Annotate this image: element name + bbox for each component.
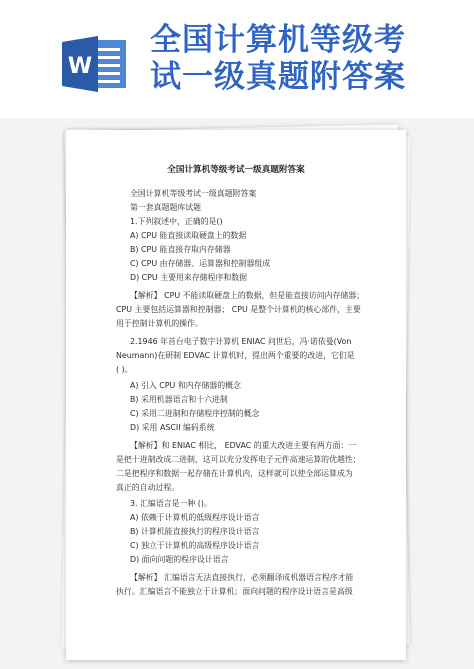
document-line: B) CPU 能直接存取内存储器 xyxy=(130,245,231,254)
document-line: D) 采用 ASCII 编码系统 xyxy=(130,423,215,432)
document-page xyxy=(66,130,406,660)
document-line: 真正的自动过程。 xyxy=(116,483,180,492)
document-line: 【解析】和 ENIAC 相比， EDVAC 的重大改进主要有两方面：一 xyxy=(130,441,357,450)
document-line: 【解析】 汇编语言无法直接执行，必须翻译成机器语言程序才能 xyxy=(130,573,354,582)
banner-title xyxy=(150,22,460,96)
banner xyxy=(0,0,474,118)
document-line: 是把十进制改成二进制，这可以充分发挥电子元件高速运算的优越性； xyxy=(116,455,361,464)
document-line: B) 计算机能直接执行的程序设计语言 xyxy=(130,527,260,536)
document-line: A) 依赖于计算机的低级程序设计语言 xyxy=(130,513,260,522)
document-line: 【解析】 CPU 不能读取硬盘上的数据，但是能直接访问内存储器； xyxy=(130,291,365,300)
document-title: 全国计算机等级考试一级真题附答案 xyxy=(167,165,305,175)
document-line: 用于控制计算机的操作。 xyxy=(116,319,203,328)
banner-title-line-2: 试一级真题附答案 xyxy=(150,59,406,95)
word-logo-letter: W xyxy=(67,54,93,79)
document-line: 1.下列叙述中，正确的是() xyxy=(130,217,223,226)
document-line: A) 引入 CPU 和内存储器的概念 xyxy=(130,381,241,390)
word-icon xyxy=(62,36,128,92)
document-line: Neumann)在研制 EDVAC 计算机时，提出两个重要的改进，它们是 xyxy=(116,351,355,360)
document-line: CPU 主要包括运算器和控制器； CPU 是整个计算机的核心部件，主要 xyxy=(116,305,361,314)
document-line: 3. 汇编语言是一种 ()。 xyxy=(130,499,212,508)
document-line: C) 独立于计算机的高级程序设计语言 xyxy=(130,541,260,550)
document-line: A) CPU 能直接读取硬盘上的数据 xyxy=(130,231,247,240)
document-line: ( )。 xyxy=(116,365,133,374)
document-line: 第一套真题题库试题 xyxy=(130,203,202,212)
banner-title-line-1: 全国计算机等级考 xyxy=(150,22,406,58)
document-line: D) 面向问题的程序设计语言 xyxy=(130,555,229,564)
document-line: D) CPU 主要用来存储程序和数据 xyxy=(130,273,248,282)
document-line: 2.1946 年首台电子数字计算机 ENIAC 问世后，冯·诺依曼(Von xyxy=(130,337,352,346)
document-line: 全国计算机等级考试一级真题附答案 xyxy=(130,189,257,198)
document-line: 二是把程序和数据一起存储在计算机内，这样就可以使全部运算成为 xyxy=(116,469,353,478)
document-line: 执行。汇编语言不能独立于计算机；面向问题的程序设计语言是高级 xyxy=(116,587,353,596)
document-line: C) CPU 由存储器、运算器和控制器组成 xyxy=(130,259,271,268)
document-line: C) 采用二进制和存储程序控制的概念 xyxy=(130,409,260,418)
document-line: B) 采用机器语言和十六进制 xyxy=(130,395,228,404)
